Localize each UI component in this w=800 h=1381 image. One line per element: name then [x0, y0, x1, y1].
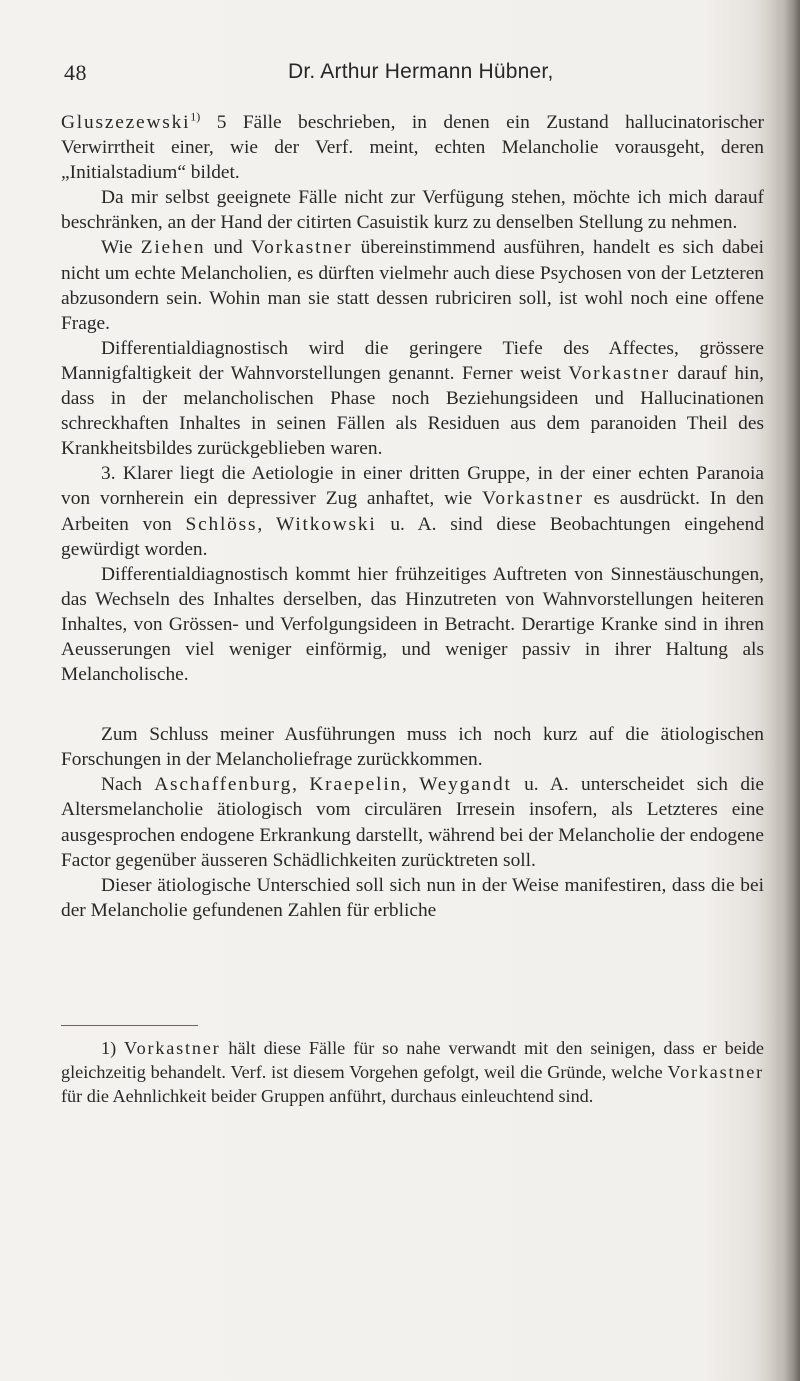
footnote-divider [61, 1025, 198, 1026]
running-head: Dr. Arthur Hermann Hübner, [288, 60, 554, 83]
author-name: Vorkastner [124, 1038, 221, 1058]
author-name: Weygandt [419, 774, 512, 796]
author-name: Vorkastner [667, 1062, 764, 1083]
author-name: Ziehen [140, 237, 206, 259]
paragraph-6: Differentialdiagnostisch kommt hier frühzeitiges Auftreten von Sinnestäuschungen, das Wechseln des Inhaltes derselben, das Hinzutreten von Wahnvorstellungen heiteren Inhaltes, von Grössen- und Verfolgungsideen in Betracht. Derartige Kranke sind in ihren Aeusserungen viel weniger einförmig, und weniger passiv in ihrer Haltung als Melancholische. [61, 563, 764, 686]
paragraph-2: Da mir selbst geeignete Fälle nicht zur Verfügung stehen, möchte ich mich darauf beschränken, an der Hand der citirten Casuistik kurz zu denselben Stellung zu nehmen. [61, 187, 764, 234]
author-name: Vorkastner [250, 237, 353, 259]
paragraph-3: Wie Ziehen und Vorkastner übereinstimmend ausführen, handelt es sich dabei nicht um echte Melancholien, es dürften vielmehr auch diese Psychosen von der Letzteren abzusondern sein. Wohin man sie statt dessen rubriciren soll, ist wohl noch eine offene Frage. [61, 237, 765, 334]
footnotes [61, 1036, 764, 1108]
paragraph-8: Nach Aschaffenburg, Kraepelin, Weygandt u. A. unterscheidet sich die Altersmelancholie ätiologisch vom circulären Irresein insofern, als Letzteres eine ausgesprochen endogene Erkrankung darstellt, während bei der Melancholie der endogene Factor gegenüber äusseren Schädlichkeiten zurücktreten soll. [61, 774, 765, 871]
footnote-1: 1) Vorkastner hält diese Fälle für so nahe verwandt mit den seinigen, dass er beide gleichzeitig behandelt. Verf. ist diesem Vorgehen gefolgt, weil die Gründe, welche Vorkastner für die Aehnlichkeit beider Gruppen anführt, durchaus einleuchtend sind. [61, 1038, 764, 1107]
paragraph-1 [61, 110, 764, 185]
author-name: Witkowski [276, 513, 377, 535]
body-text [61, 110, 764, 923]
paragraph-5: 3. Klarer liegt die Aetiologie in einer dritten Gruppe, in der einer echten Paranoia von vornherein ein depressiver Zug anhaftet, wie Vorkastner es ausdrückt. In den Arbeiten von Schlöss, Witkowski u. A. sind diese Beobachtungen eingehend gewürdigt worden. [61, 463, 765, 560]
paragraph-text: 5 Fälle beschrieben, in denen ein Zustand hallucinatorischer Verwirrtheit einer, wie der Verf. meint, echten Melancholie vorausgeht, deren „Initialstadium“ bildet. [61, 112, 764, 184]
page-header [0, 60, 800, 88]
footnote-reference: 1) [190, 109, 201, 124]
page-binding-shadow [770, 0, 800, 1381]
author-name: Vorkastner [568, 362, 670, 384]
page-number: 48 [64, 60, 87, 85]
paragraph-7: Zum Schluss meiner Ausführungen muss ich noch kurz auf die ätiologischen Forschungen in der Melancholiefrage zurückkommen. [61, 724, 764, 771]
author-name: Vorkastner [482, 488, 584, 510]
paragraph-9: Dieser ätiologische Unterschied soll sich nun in der Weise manifestiren, dass die bei der Melancholie gefundenen Zahlen für erbliche [61, 874, 764, 921]
section-gap [61, 687, 764, 722]
footnote-marker: 1) [101, 1038, 117, 1058]
author-name: Schlöss [185, 513, 258, 535]
author-name: Kraepelin [309, 774, 403, 796]
paragraph-4: Differentialdiagnostisch wird die geringere Tiefe des Affectes, grössere Mannigfaltigkeit der Wahnvorstellungen genannt. Ferner weist Vorkastner darauf hin, dass in der melancholischen Phase noch Beziehungsideen und Hallucinationen schreckhaften Inhaltes in seinen Fällen als Residuen aus dem paranoiden Theil des Krankheitsbildes zurückgeblieben waren. [61, 337, 764, 460]
author-name: Aschaffenburg [154, 774, 293, 796]
author-name: Gluszezewski [61, 112, 191, 133]
